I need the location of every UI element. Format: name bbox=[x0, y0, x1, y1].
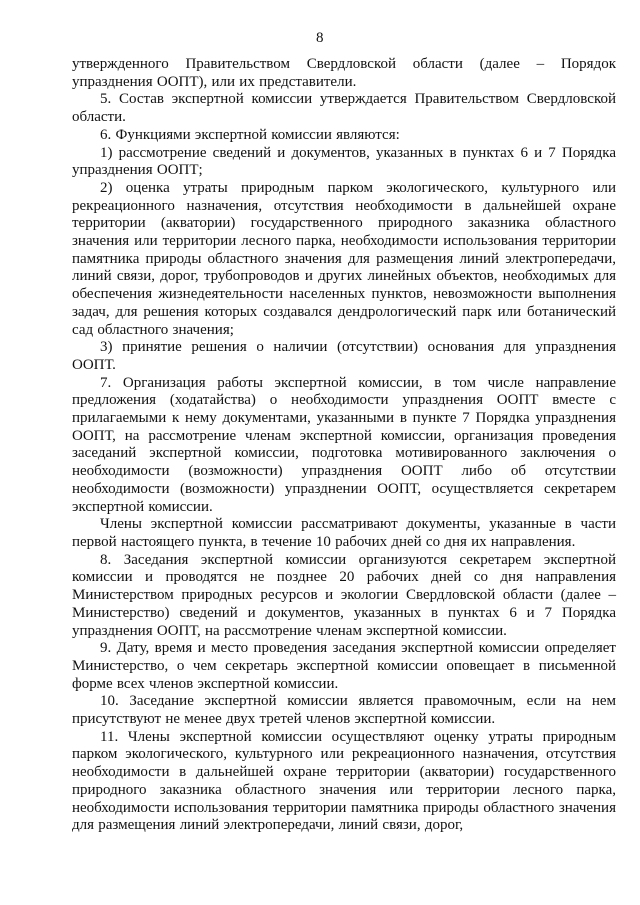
paragraph: 9. Дату, время и место проведения заседания экспертной комиссии определяет Министерство, о чем секретарь экспертной комиссии оповещает в письменной форме всех членов экспертной комиссии. bbox=[72, 640, 616, 692]
paragraph: 10. Заседание экспертной комиссии является правомочным, если на нем присутствуют не менее двух третей членов экспертной комиссии. bbox=[72, 693, 616, 728]
paragraph: утвержденного Правительством Свердловской области (далее – Порядок упразднения ООПТ), или их представители. bbox=[72, 56, 616, 90]
paragraph: 2) оценка утраты природным парком экологического, культурного или рекреационного назначения, отсутствия необходимости в дальнейшей охране территории (акватории) государственного природного заказника областного значения или территории лесного парка, необходимости использования территории памятника природы областного значения для размещения линий электропередачи, линий связи, дорог, трубопроводов и других линейных объектов, необходимых для обеспечения жизнедеятельности населенных пунктов, невозможности выполнения задач, для решения которых создавался дендрологический парк или ботанический сад областного значения; bbox=[72, 179, 616, 338]
paragraph: 5. Состав экспертной комиссии утверждается Правительством Свердловской области. bbox=[72, 91, 616, 126]
paragraph: 3) принятие решения о наличии (отсутствии) основания для упразднения ООПТ. bbox=[72, 339, 616, 373]
paragraph: 7. Организация работы экспертной комиссии, в том числе направление предложения (ходатайства) о необходимости упразднения ООПТ вместе с прилагаемыми к нему документами, указанными в пункте 7 Порядка упразднения ООПТ, на рассмотрение членам экспертной комиссии, организация проведения заседаний экспертной комиссии, подготовка мотивированного заключения о необходимости (возможности) упразднения ООПТ либо об отсутствии необходимости (возможности) упразднении ООПТ, осуществляется секретарем экспертной комиссии. bbox=[72, 374, 616, 515]
paragraph: 1) рассмотрение сведений и документов, указанных в пунктах 6 и 7 Порядка упразднения ООПТ; bbox=[72, 144, 616, 179]
document-body bbox=[72, 56, 616, 835]
page-number: 8 bbox=[316, 30, 324, 46]
paragraph: 11. Члены экспертной комиссии осуществляют оценку утраты природным парком экологического, культурного или рекреационного назначения, отсутствия необходимости в дальнейшей охране территории (акватории) государственного природного заказника областного значения или территории лесного парка, необходимости использования территории памятника природы областного значения для размещения линий электропередачи, линий связи, дорог, bbox=[72, 728, 616, 834]
paragraph: 8. Заседания экспертной комиссии организуются секретарем экспертной комиссии и проводятся не позднее 20 рабочих дней со дня направления Министерством природных ресурсов и экологии Свердловской области (далее – Министерство) сведений и документов, указанных в пунктах 6 и 7 Порядка упразднения ООПТ, на рассмотрение членам экспертной комиссии. bbox=[72, 551, 616, 639]
paragraph: Члены экспертной комиссии рассматривают документы, указанные в части первой настоящего пункта, в течение 10 рабочих дней со дня их направления. bbox=[72, 516, 616, 550]
paragraph: 6. Функциями экспертной комиссии являются: bbox=[100, 126, 400, 143]
